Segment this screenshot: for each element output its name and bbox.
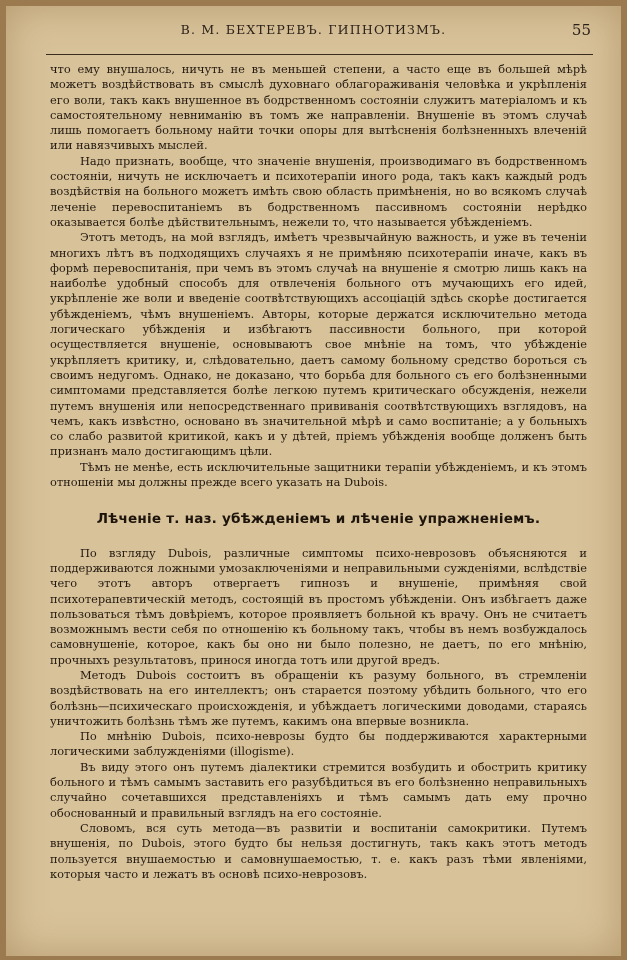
body-text: [50, 62, 587, 882]
paragraph: Методъ Dubois состоитъ въ обращеніи къ разуму больного, въ стремленіи воздѣйствовать на его интеллектъ; онъ старается поэтому убѣдить больного, что его болѣзнь—психическаго происхожденія, и убѣждаетъ логическими доводами, стараясь уничтожить болѣзнь тѣмъ же путемъ, какимъ она впервые возникла.: [50, 667, 587, 728]
page-number: 55: [571, 21, 591, 39]
header-rule: [46, 54, 593, 55]
book-page: [6, 6, 621, 956]
paragraph: Надо признать, вообще, что значеніе внушенія, производимаго въ бодрственномъ состояніи, ничуть не исключаетъ и психотерапіи иного рода, такъ какъ каждый родъ воздѣйствія на больного можетъ имѣть свою область примѣненія, но во всякомъ случаѣ леченіе перевоспитаніемъ въ бодрственномъ пассивномъ состояніи нерѣдко оказывается болѣе дѣйствительнымъ, нежели то, что называется убѣжденіемъ.: [50, 153, 587, 229]
paragraph: что ему внушалось, ничуть не въ меньшей степени, а часто еще въ большей мѣрѣ можетъ воздѣйствовать въ смыслѣ духовнаго облагораживанія человѣка и укрѣпленія его воли, такъ какъ внушенное въ бодрственномъ состояніи служитъ матеріаломъ и къ самостоятельному невниманію въ томъ же направленіи. Внушеніе въ этомъ случаѣ лишь помогаетъ больному найти точки опоры для вытѣсненія болѣзненныхъ влеченій или навязчивыхъ мыслей.: [50, 62, 587, 153]
paragraph: По взгляду Dubois, различные симптомы психо-неврозовъ объясняются и поддерживаются ложными умозаключеніями и неправильными сужденіями, вслѣдствіе чего этотъ авторъ отвергаетъ гипнозъ и внушеніе, примѣняя свой психотерапевтическій методъ, состоящій въ простомъ убѣжденіи. Онъ избѣгаетъ даже пользоваться тѣмъ довѣріемъ, которое проявляетъ больной къ врачу. Онъ не считаетъ возможнымъ вести себя по отношенію къ больному такъ, чтобы въ немъ возбуждалось самовнушеніе, которое, какъ бы оно ни было полезно, не даетъ, по его мнѣнію, прочныхъ результатовъ, принося иногда тотъ или другой вредъ.: [50, 545, 587, 667]
paragraph: Этотъ методъ, на мой взглядъ, имѣетъ чрезвычайную важность, и уже въ теченіи многихъ лѣтъ въ подходящихъ случаяхъ я не примѣняю психотерапіи иначе, какъ въ формѣ перевоспитанія, при чемъ въ этомъ случаѣ на внушеніе я смотрю лишь какъ на наиболѣе удобный способъ для отвлеченія больного отъ мучающихъ его идей, укрѣпленіе же воли и введеніе соотвѣтствующихъ ассоціацій здѣсь скорѣе достигается убѣжденіемъ, чѣмъ внушеніемъ. Авторы, которые держатся исключительно метода логическаго убѣжденія и избѣгаютъ пассивности больного, при которой осуществляется внушеніе, основываютъ свое мнѣніе на томъ, что убѣжденіе укрѣпляетъ критику, и, слѣдовательно, даетъ самому больному средство бороться съ своимъ недугомъ. Однако, не доказано, что борьба для больного съ его болѣзненными симптомами представляется болѣе легкою путемъ критическаго обсужденія, нежели путемъ внушенія или непосредственнаго прививанія соотвѣтствующихъ взглядовъ, на чемъ, какъ извѣстно, основано въ значительной мѣрѣ и само воспитаніе; а у больныхъ со слабо развитой критикой, какъ и у дѣтей, пріемъ убѣжденія вообще долженъ быть признанъ мало достигающимъ цѣли.: [50, 230, 587, 459]
running-title: В. М. БЕХТЕРЕВЪ. ГИПНОТИЗМЪ.: [180, 22, 447, 37]
paragraph: Словомъ, вся суть метода—въ развитіи и воспитаніи самокритики. Путемъ внушенія, по Dubois, этого будто бы нельзя достигнуть, такъ какъ этотъ методъ пользуется внушаемостью и самовнушаемостью, т. е. какъ разъ тѣми явленіями, которыя часто и лежатъ въ основѣ психо-неврозовъ.: [50, 820, 587, 881]
paragraph: Въ виду этого онъ путемъ діалектики стремится возбудить и обострить критику больного и тѣмъ самымъ заставить его разубѣдиться въ его болѣзненно неправильныхъ случайно сочетавшихся представленіяхъ и тѣмъ самымъ дать ему прочно обоснованный и правильный взглядъ на его состояніе.: [50, 759, 587, 820]
running-head: [6, 22, 621, 44]
section-heading: Лѣченіе т. наз. убѣжденіемъ и лѣченіе упражненіемъ.: [96, 511, 541, 528]
paragraph: По мнѣнію Dubois, психо-неврозы будто бы поддерживаются характерными логическими заблужденіями (illogisme).: [50, 729, 587, 759]
paragraph: Тѣмъ не менѣе, есть исключительные защитники терапіи убѣжденіемъ, и къ этомъ отношеніи мы должны прежде всего указать на Dubois.: [50, 459, 587, 490]
